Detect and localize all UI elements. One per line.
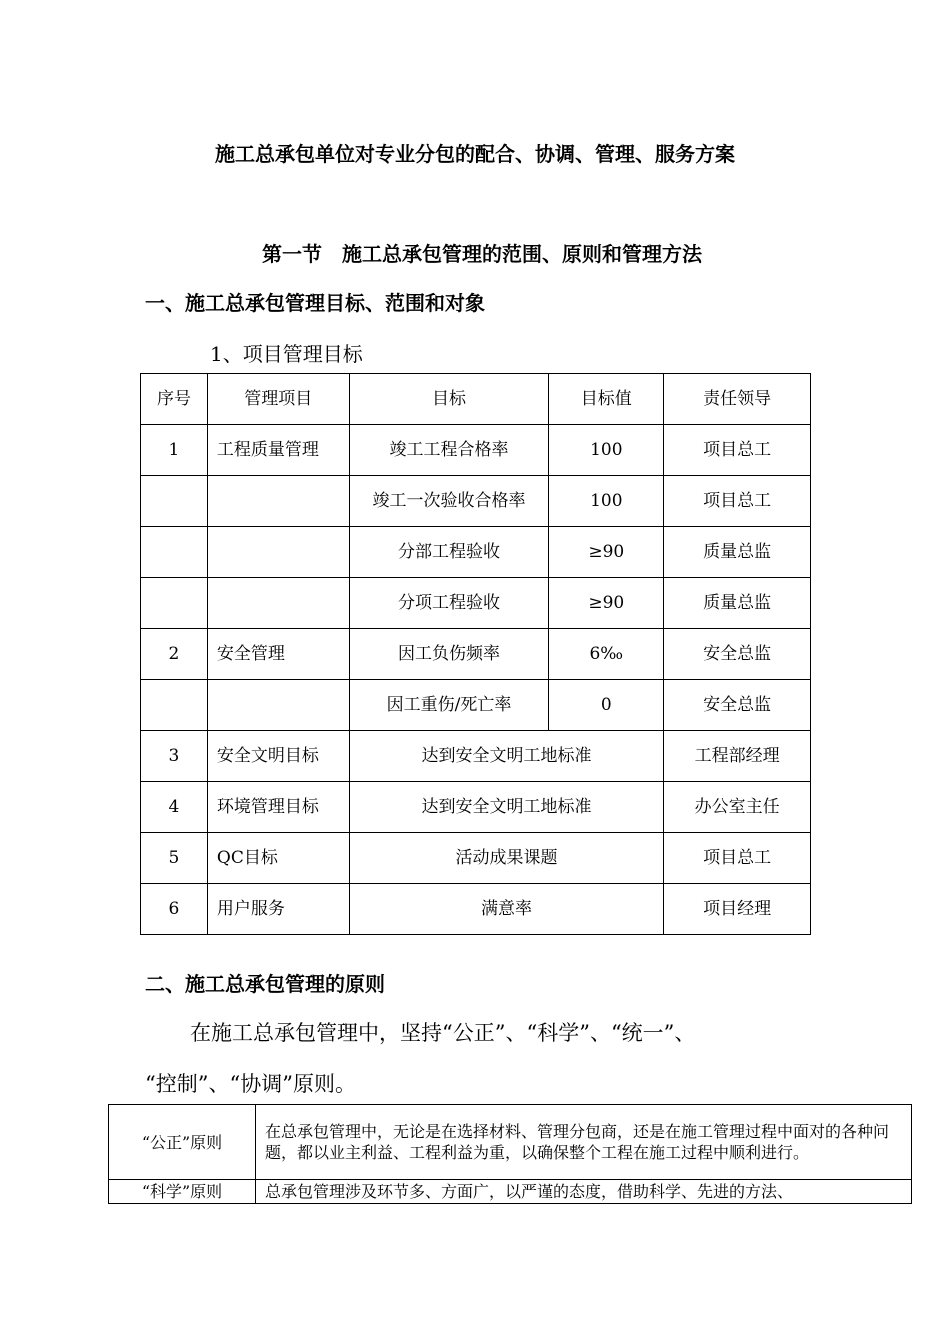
header-cell: 管理项目 (207, 374, 349, 425)
cell-target: 活动成果课题 (349, 833, 664, 884)
principles-table (108, 1104, 912, 1204)
table-row (109, 1180, 912, 1204)
cell-lead: 项目总工 (664, 476, 811, 527)
cell-item: 环境管理目标 (207, 782, 349, 833)
cell-value: ≥90 (549, 527, 664, 578)
cell-lead: 项目总工 (664, 833, 811, 884)
cell-item (207, 476, 349, 527)
cell-no (141, 680, 208, 731)
cell-target: 达到安全文明工地标准 (349, 731, 664, 782)
cell-no: 1 (141, 425, 208, 476)
cell-lead: 工程部经理 (664, 731, 811, 782)
table-row (141, 527, 811, 578)
cell-value: ≥90 (549, 578, 664, 629)
cell-lead: 安全总监 (664, 680, 811, 731)
cell-item: QC目标 (207, 833, 349, 884)
cell-no (141, 578, 208, 629)
cell-target: 达到安全文明工地标准 (349, 782, 664, 833)
table-row (109, 1105, 912, 1180)
cell-no: 3 (141, 731, 208, 782)
cell-item: 用户服务 (207, 884, 349, 935)
header-cell: 目标 (349, 374, 549, 425)
cell-target: 分部工程验收 (349, 527, 549, 578)
cell-no: 6 (141, 884, 208, 935)
principle-name: “科学”原则 (109, 1180, 256, 1204)
cell-item: 安全文明目标 (207, 731, 349, 782)
cell-target: 因工负伤频率 (349, 629, 549, 680)
cell-lead: 办公室主任 (664, 782, 811, 833)
cell-lead: 项目总工 (664, 425, 811, 476)
table-row (141, 680, 811, 731)
table-row (141, 884, 811, 935)
table-row (141, 425, 811, 476)
table-row (141, 578, 811, 629)
document-title: 施工总承包单位对专业分包的配合、协调、管理、服务方案 (215, 142, 735, 166)
cell-no: 2 (141, 629, 208, 680)
cell-lead: 项目经理 (664, 884, 811, 935)
table-row (141, 782, 811, 833)
table-header-row (141, 374, 811, 425)
cell-item (207, 680, 349, 731)
principle-text: 总承包管理涉及环节多、方面广，以严谨的态度，借助科学、先进的方法、 (256, 1180, 912, 1204)
paragraph-line: “控制”、“协调”原则。 (145, 1072, 356, 1096)
cell-target: 竣工工程合格率 (349, 425, 549, 476)
cell-no (141, 527, 208, 578)
header-cell: 目标值 (549, 374, 664, 425)
cell-item: 工程质量管理 (207, 425, 349, 476)
cell-value: 100 (549, 425, 664, 476)
cell-lead: 质量总监 (664, 527, 811, 578)
cell-target: 竣工一次验收合格率 (349, 476, 549, 527)
cell-target: 分项工程验收 (349, 578, 549, 629)
heading-1: 一、施工总承包管理目标、范围和对象 (145, 291, 485, 315)
header-cell: 责任领导 (664, 374, 811, 425)
table-row (141, 731, 811, 782)
cell-target: 因工重伤/死亡率 (349, 680, 549, 731)
cell-value: 100 (549, 476, 664, 527)
cell-value: 0 (549, 680, 664, 731)
cell-item: 安全管理 (207, 629, 349, 680)
principle-text: 在总承包管理中，无论是在选择材料、管理分包商，还是在施工管理过程中面对的各种问题，都以业主利益、工程利益为重，以确保整个工程在施工过程中顺利进行。 (256, 1105, 912, 1180)
cell-lead: 安全总监 (664, 629, 811, 680)
cell-no (141, 476, 208, 527)
heading-2: 二、施工总承包管理的原则 (145, 972, 385, 996)
cell-value: 6‰ (549, 629, 664, 680)
cell-lead: 质量总监 (664, 578, 811, 629)
goals-table (140, 373, 811, 935)
principle-name: “公正”原则 (109, 1105, 256, 1180)
cell-target: 满意率 (349, 884, 664, 935)
header-cell: 序号 (141, 374, 208, 425)
table-row (141, 629, 811, 680)
table-row (141, 833, 811, 884)
table-row (141, 476, 811, 527)
cell-no: 4 (141, 782, 208, 833)
cell-item (207, 527, 349, 578)
section-title: 第一节 施工总承包管理的范围、原则和管理方法 (262, 242, 702, 266)
paragraph-line: 在施工总承包管理中，坚持“公正”、“科学”、“统一”、 (190, 1021, 696, 1045)
cell-no: 5 (141, 833, 208, 884)
subheading-project-goals: 1、项目管理目标 (210, 342, 363, 366)
cell-item (207, 578, 349, 629)
